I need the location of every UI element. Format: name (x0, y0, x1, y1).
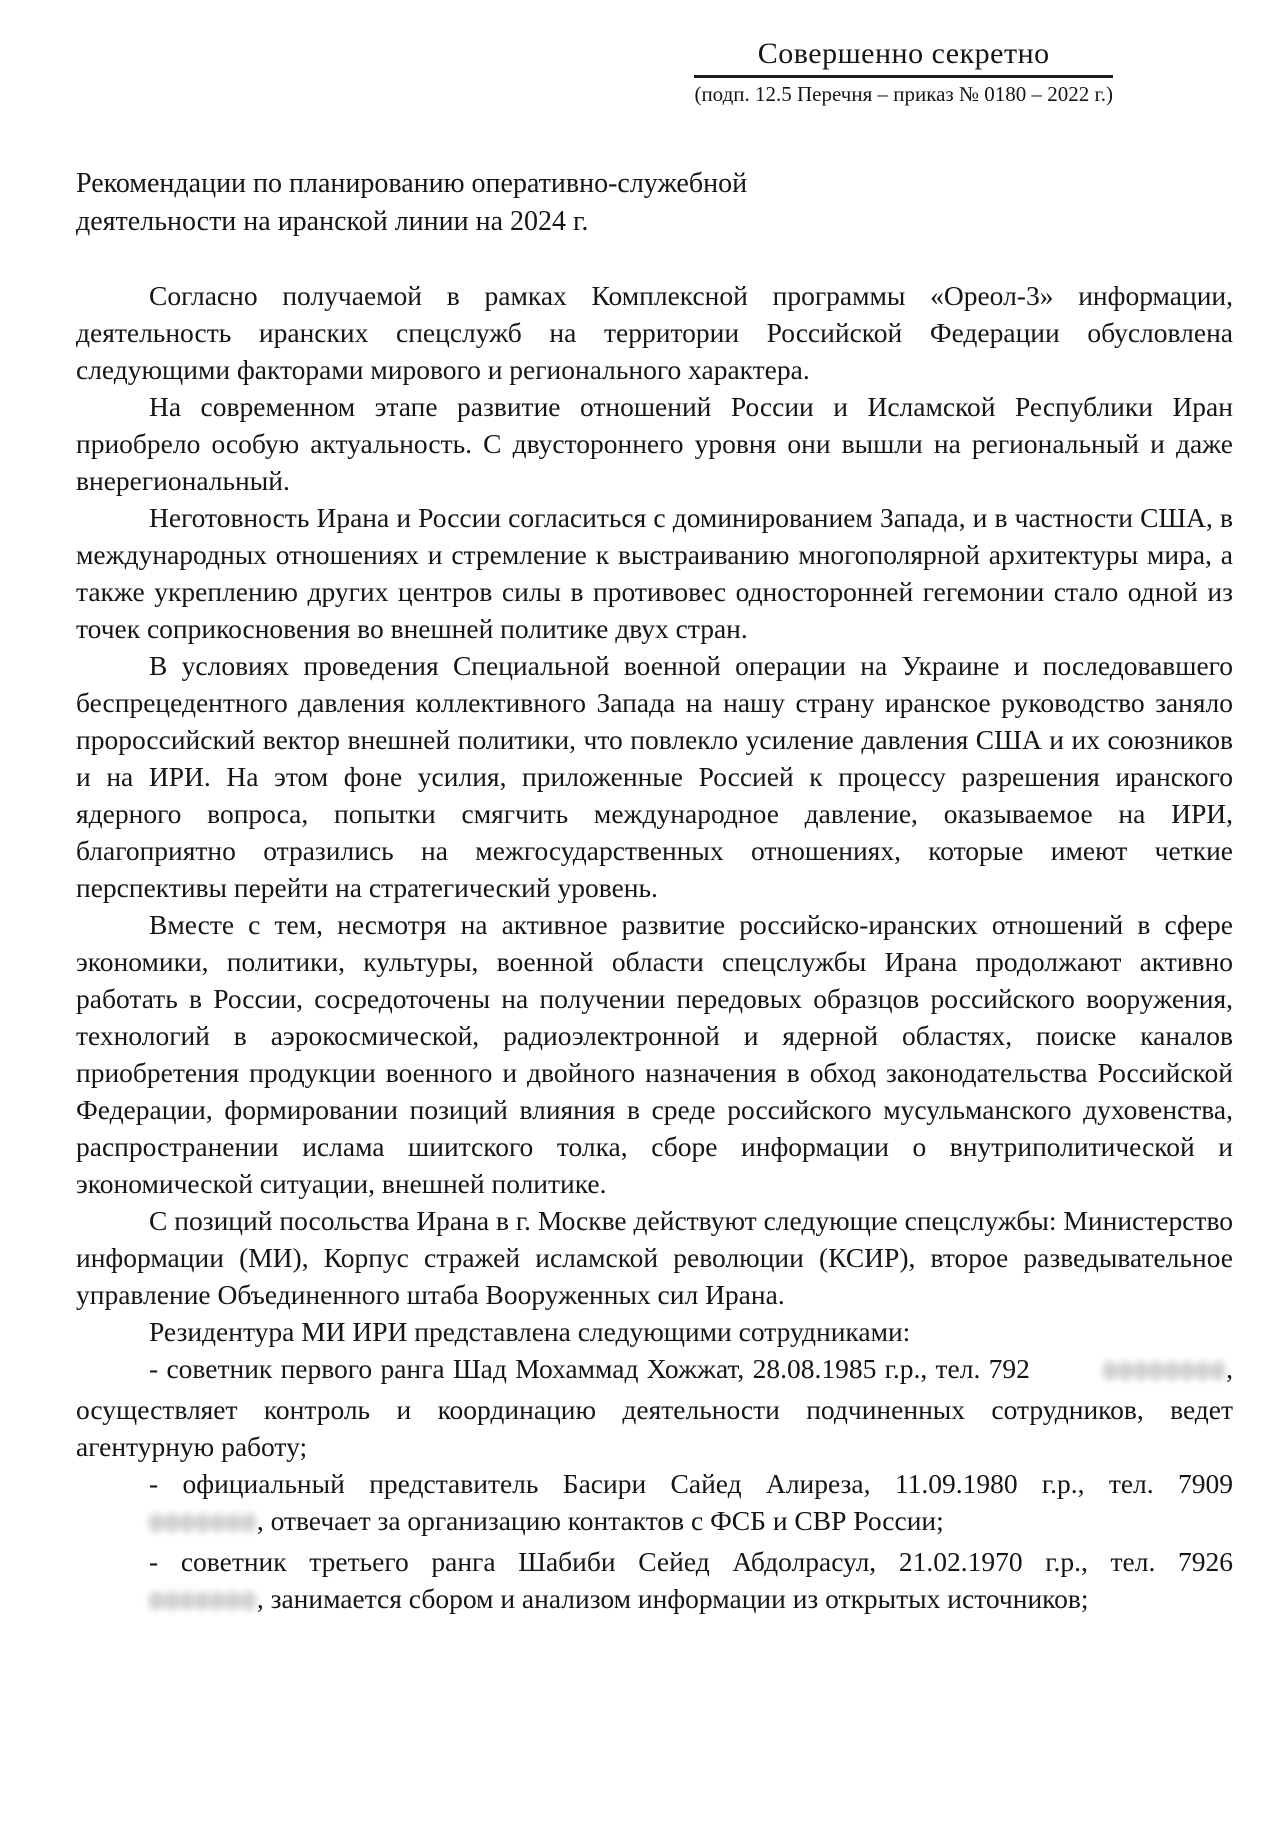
paragraph: - советник третьего ранга Шабиби Сейед Абдолрасул, 21.02.1970 г.р., тел. 79260000000, занимается сбором и анализом информации из открытых источников; (76, 1543, 1233, 1621)
document-title-line1: Рекомендации по планированию оперативно-служебной (76, 168, 748, 199)
paragraph: Резидентура МИ ИРИ представлена следующими сотрудниками: (149, 1316, 911, 1347)
classification-block (694, 36, 1113, 107)
document-body (76, 277, 1233, 1621)
paragraph: На современном этапе развитие отношений России и Исламской Республики Иран приобрело особую актуальность. С двустороннего уровня они вышли на региональный и даже внерегиональный. (76, 391, 1233, 496)
classification-note: (подп. 12.5 Перечня – приказ № 0180 – 2022 г.) (694, 82, 1113, 106)
redacted-phone-digits: 0000000 (149, 1590, 257, 1617)
paragraph: В условиях проведения Специальной военной операции на Украине и последовавшего беспрецедентного давления коллективного Запада на нашу страну иранское руководство заняло пророссийский вектор внешней политики, что повлекло усиление давления США и их союзников и на ИРИ. На этом фоне усилия, приложенные Россией к процессу разрешения иранского ядерного вопроса, попытки смягчить международное давление, оказываемое на ИРИ, благоприятно отразились на межгосударственных отношениях, которые имеют четкие перспективы перейти на стратегический уровень. (76, 650, 1233, 903)
paragraph: - советник первого ранга Шад Мохаммад Хожжат, 28.08.1985 г.р., тел. 792 00000000, осуществляет контроль и координацию деятельности подчиненных сотрудников, ведет агентурную работу; (76, 1353, 1233, 1462)
redacted-phone-digits: 00000000 (1102, 1360, 1227, 1387)
classification-stamp: Совершенно секретно (694, 36, 1113, 78)
paragraph: - официальный представитель Басири Сайед Алиреза, 11.09.1980 г.р., тел. 79090000000, отвечает за организацию контактов с ФСБ и СВР России; (76, 1465, 1233, 1543)
paragraph: С позиций посольства Ирана в г. Москве действуют следующие спецслужбы: Министерство информации (МИ), Корпус стражей исламской революции (КСИР), второе разведывательное управление Объединенного штаба Вооруженных сил Ирана. (76, 1205, 1233, 1310)
paragraph: Согласно получаемой в рамках Комплексной программы «Ореол-3» информации, деятельность иранских спецслужб на территории Российской Федерации обусловлена следующими факторами мирового и регионального характера. (76, 280, 1233, 385)
paragraph: Вместе с тем, несмотря на активное развитие российско-иранских отношений в сфере экономики, политики, культуры, военной области спецслужбы Ирана продолжают активно работать в России, сосредоточены на получении передовых образцов российского вооружения, технологий в аэрокосмической, радиоэлектронной и ядерной областях, поиске каналов приобретения продукции военного и двойного назначения в обход законодательства Российской Федерации, формировании позиций влияния в среде российского мусульманского духовенства, распространении ислама шиитского толка, сборе информации о внутриполитической и экономической ситуации, внешней политике. (76, 909, 1233, 1199)
redacted-phone-digits: 0000000 (149, 1512, 257, 1539)
document-title (76, 165, 1233, 241)
paragraph: Неготовность Ирана и России согласиться с доминированием Запада, и в частности США, в международных отношениях и стремление к выстраиванию многополярной архитектуры мира, а также укреплению других центров силы в противовес односторонней гегемонии стало одной из точек соприкосновения во внешней политике двух стран. (76, 502, 1233, 644)
document-title-line2: деятельности на иранской линии на 2024 г. (76, 206, 589, 237)
